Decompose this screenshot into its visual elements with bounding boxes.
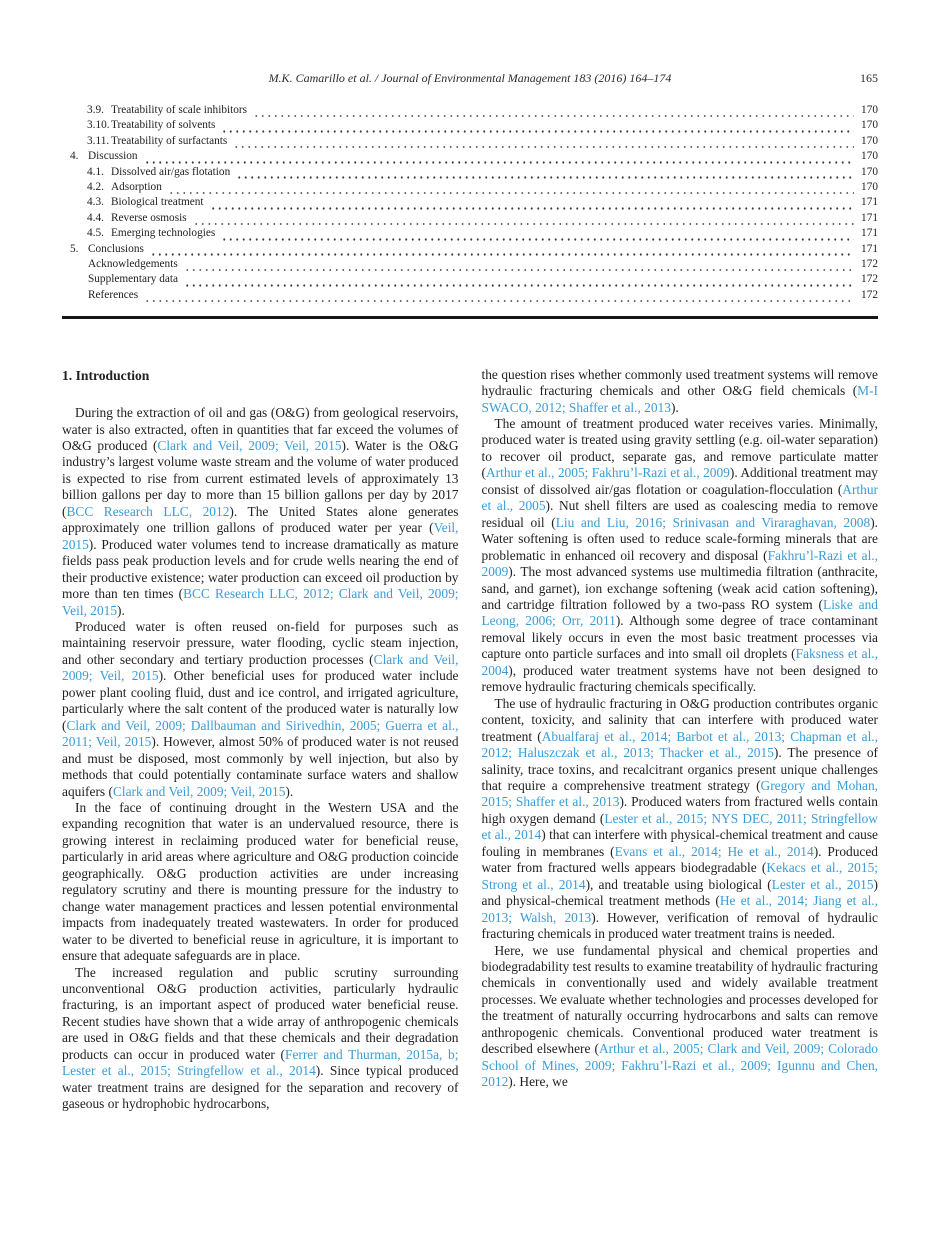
citation-link[interactable]: Arthur et al., 2005; Clark and Veil, 2009; Colorado School of Mines, 2009; Fakhru’l-Razi et al., 2009; Igunnu and Chen, 2012 [481, 1041, 878, 1090]
toc-dot-leader [233, 139, 854, 148]
citation-link[interactable]: He et al., 2014; Jiang et al., 2013; Walsh, 2013 [481, 893, 878, 925]
paragraph-text: ). [285, 783, 294, 799]
paragraph-text: ). Produced water from fractured wells appears biodegradable ( [481, 843, 879, 876]
toc-label: Adsorption [111, 180, 162, 193]
citation-link[interactable]: Liske and Leong, 2006; Orr, 2011 [481, 597, 878, 629]
toc-item[interactable] [62, 119, 878, 134]
paragraph-text: ). Produced waters from fractured wells contain high oxygen demand ( [481, 794, 878, 826]
paragraph-text: ). The presence of salinity, trace toxins, and recalcitrant organics present unique challenges that require a comprehensive treatment strategy ( [481, 745, 878, 793]
citation-link[interactable]: Ferrer and Thurman, 2015a, b; Lester et al., 2015; Stringfellow et al., 2014 [62, 1046, 459, 1079]
paragraph-text: ). However, verification of removal of hydraulic fracturing chemicals in produced water treatment trains is needed. [481, 909, 878, 942]
right-column [482, 367, 879, 1113]
toc-dot-leader [184, 278, 854, 287]
toc-label: Dissolved air/gas flotation [111, 165, 231, 178]
toc-item[interactable] [62, 227, 878, 242]
toc-page-number: 172 [861, 257, 878, 270]
citation-link[interactable]: Lester et al., 2015; NYS DEC, 2011; Stringfellow et al., 2014 [481, 810, 878, 843]
toc-label: Discussion [88, 150, 138, 163]
paragraph-text: ). Additional treatment may consist of dissolved air/gas flotation or coagulation-flocculation ( [481, 465, 878, 497]
toc-dot-leader [150, 247, 854, 256]
citation-link[interactable]: Arthur et al., 2005 [481, 481, 878, 514]
paragraph-text: ) that can interfere with physical-chemical treatment and cause fouling in membranes ( [481, 827, 879, 859]
paragraph-text: ), produced water treatment systems have not been designed to remove hydraulic fracturing chemicals specifically. [481, 662, 878, 695]
citation-link[interactable]: BCC Research LLC, 2012 [66, 503, 230, 519]
citation-link[interactable]: Evans et al., 2014; He et al., 2014 [614, 843, 814, 859]
toc-label: References [88, 288, 139, 301]
citation-link[interactable]: Lester et al., 2015 [771, 876, 874, 892]
paragraph-text: Produced water is often reused on-field for purposes such as maintaining reservoir pressure, water flooding, cyclic steam injection, and other secondary and tertiary production processes ( [62, 619, 459, 667]
toc-dot-leader [193, 216, 854, 225]
paragraph-text: ). Water is the O&G industry’s largest volume waste stream and the volume of water produced is expected to rise from current estimated levels of approximately 13 billion gallons per day to more than 15 billion gallons per day by 2017 ( [62, 438, 459, 519]
toc-dot-leader [144, 155, 854, 164]
citation-link[interactable]: Veil, 2015 [62, 520, 459, 552]
toc-page-number: 170 [861, 119, 878, 132]
toc-page-number: 170 [861, 134, 878, 147]
paragraph-text: In the face of continuing drought in the Western USA and the expanding recognition that water is an undervalued resource, there is growing interest in reclaiming produced water for beneficial reuse, particularly in arid areas where agriculture and O&G production coincide geographically. O&G production activities are under increasing regulatory scrutiny and there is mounting pressure for the industry to change water management practices and lessen potential environmental impacts from inadequately treated wastewaters. In order for produced water to be diverted to beneficial reuse in agriculture, it is important to ensure that adequate safeguards are in place. [62, 800, 459, 964]
citation-link[interactable]: BCC Research LLC, 2012; Clark and Veil, 2009; Veil, 2015 [62, 586, 459, 618]
section-divider [62, 316, 878, 319]
toc-number: 3.9. [87, 104, 104, 116]
toc-number: 4.1. [87, 165, 104, 178]
page-header [62, 0, 878, 87]
paragraph [482, 696, 879, 943]
toc-number: 3.11. [87, 134, 110, 147]
toc-page-number: 171 [861, 211, 878, 224]
paragraph-text: ). Nut shell filters are used as coalescing media to remove residual oil ( [481, 498, 878, 530]
paragraph [482, 943, 879, 1091]
paragraph-text: The use of hydraulic fracturing in O&G production contributes organic content, toxicity, and salinity that can interfere with produced water treatment ( [481, 695, 878, 744]
paragraph-text: ). [670, 399, 679, 415]
citation-link[interactable]: M-I SWACO, 2012; Shaffer et al., 2013 [481, 383, 878, 415]
citation-link[interactable]: Clark and Veil, 2009; Veil, 2015 [112, 783, 286, 799]
toc-number: 4.5. [87, 227, 104, 240]
paragraph-text: ), and treatable using biological ( [585, 876, 772, 892]
toc-dot-leader [221, 124, 854, 133]
citation-link[interactable]: Kekacs et al., 2015; Strong et al., 2014 [481, 860, 878, 892]
paragraph [62, 800, 459, 965]
paragraph-text: During the extraction of oil and gas (O&G) from geological reservoirs, water is also extracted, often in quantities that far exceed the volumes of O&G produced ( [62, 405, 459, 454]
paragraph-text: ). However, almost 50% of produced water is not reused and must be disposed, most commonly by well injection, but also by methods that could potentially contaminate surface waters and shallow aquifers ( [62, 734, 459, 799]
toc-number: 4.2. [87, 180, 104, 193]
toc-dot-leader [221, 232, 854, 241]
toc-label: Acknowledgements [88, 257, 178, 270]
toc-page-number: 171 [861, 227, 878, 240]
citation-link[interactable]: Fakhru’l-Razi et al., 2009 [481, 547, 878, 580]
toc-number: 4.4. [87, 211, 104, 224]
toc-item[interactable] [62, 150, 878, 165]
toc-item[interactable] [62, 273, 878, 288]
toc-item[interactable] [62, 212, 878, 227]
toc-number: 4.3. [87, 196, 104, 209]
toc-number: 5. [70, 242, 79, 255]
toc-page-number: 170 [861, 180, 878, 193]
article-body [62, 367, 878, 1113]
left-column [62, 367, 459, 1113]
toc-dot-leader [210, 201, 854, 210]
toc-page-number: 171 [861, 196, 878, 209]
citation-link[interactable]: Arthur et al., 2005; Fakhru’l-Razi et al., 2009 [485, 465, 730, 481]
page-number: 165 [860, 71, 878, 85]
paragraph-text: ). Water softening is often used to reduce scale-forming minerals that are problematic in enhanced oil recovery and disposal ( [481, 514, 878, 563]
toc-page-number: 171 [861, 242, 878, 255]
toc-label: Reverse osmosis [111, 211, 187, 224]
toc-label: Treatability of scale inhibitors [111, 104, 248, 116]
paragraph-text: ) and physical-chemical treatment methods ( [481, 876, 879, 909]
citation-link[interactable]: Abualfaraj et al., 2014; Barbot et al., 2013; Chapman et al., 2012; Haluszczak et al., 2013; Thacker et al., 2015 [481, 728, 878, 761]
toc-label: Treatability of surfactants [111, 134, 228, 147]
toc-page-number: 172 [861, 273, 878, 286]
citation-link[interactable]: Clark and Veil, 2009; Veil, 2015 [157, 438, 342, 454]
paragraph [482, 367, 879, 416]
citation-link[interactable]: Clark and Veil, 2009; Dallbauman and Sirivedhin, 2005; Guerra et al., 2011; Veil, 2015 [62, 717, 459, 750]
toc-label: Supplementary data [88, 273, 179, 286]
toc-page-number: 170 [861, 165, 878, 178]
toc-dot-leader [168, 185, 854, 194]
toc-number: 4. [70, 150, 79, 163]
paragraph-text: ). The United States alone generates approximately one trillion gallons of produced water per year ( [62, 503, 459, 536]
toc-item[interactable] [62, 243, 878, 258]
paragraph-text: ). Other beneficial uses for produced water include power plant cooling fluid, dust and ice control, and irrigated agriculture, particularly where the salt content of the produced water is naturally low ( [62, 668, 459, 733]
running-head: M.K. Camarillo et al. / Journal of Environmental Management 183 (2016) 164–174 [268, 71, 672, 85]
toc-number: 3.10. [87, 119, 110, 132]
toc-item[interactable] [62, 104, 878, 119]
toc-page-number: 170 [861, 104, 878, 116]
toc-item[interactable] [62, 196, 878, 211]
toc-item[interactable] [62, 289, 878, 304]
paragraph [62, 619, 459, 800]
section-heading: 1. Introduction [62, 367, 150, 383]
page-content [62, 0, 878, 1113]
paragraph-text: The amount of treatment produced water receives varies. Minimally, produced water is treated using gravity settling (e.g. oil-water separation) to recover oil product, separate gas, and remove particulate matter ( [481, 416, 878, 481]
table-of-contents [62, 104, 878, 304]
toc-item[interactable] [62, 135, 878, 150]
citation-link[interactable]: Gregory and Mohan, 2015; Shaffer et al., 2013 [481, 778, 878, 810]
toc-dot-leader [253, 108, 854, 117]
toc-label: Conclusions [88, 242, 144, 255]
paragraph [482, 416, 879, 696]
toc-item[interactable] [62, 181, 878, 196]
toc-page-number: 172 [861, 288, 878, 301]
citation-link[interactable]: Clark and Veil, 2009; Veil, 2015 [62, 651, 459, 684]
toc-label: Emerging technologies [111, 227, 216, 240]
toc-page-number: 170 [861, 150, 878, 163]
toc-item[interactable] [62, 258, 878, 273]
paragraph [62, 965, 459, 1113]
paragraph-text: ). Although some degree of trace contaminant removal likely occurs in even the most basic treatment processes via capture onto particle surfaces and into small oil droplets ( [481, 613, 878, 662]
toc-label: Treatability of solvents [111, 119, 216, 132]
paragraph-text: ). Produced water volumes tend to increase dramatically as mature fields pass peak production levels and for crude wells nearing the end of their productive existence; water production can exceed oil production by more than ten times ( [62, 536, 459, 602]
paragraph-text: ). The most advanced systems use multimedia filtration (anthracite, sand, and garnet), ion exchange softening (weak acid cation softening), and cartridge filtration followed by a two-pass RO system ( [481, 564, 878, 613]
paragraph [62, 405, 459, 619]
paragraph-text: the question rises whether commonly used treatment systems will remove hydraulic fracturing chemicals and other O&G field chemicals ( [481, 366, 878, 399]
toc-label: Biological treatment [111, 196, 204, 209]
paragraph-text: ). Since typical produced water treatment trains are designed for the separation and recovery of gaseous or hydrophobic hydrocarbons, [62, 1063, 459, 1112]
paragraph-text: ). [117, 602, 125, 618]
toc-dot-leader [236, 170, 854, 179]
toc-item[interactable] [62, 166, 878, 181]
paragraph-text: ). Here, we [508, 1074, 568, 1090]
citation-link[interactable]: Liu and Liu, 2016; Srinivasan and Viraraghavan, 2008 [555, 514, 871, 530]
toc-dot-leader [144, 293, 854, 302]
paragraph-text: The increased regulation and public scrutiny surrounding unconventional O&G production activities, particularly hydraulic fracturing, is an important aspect of produced water beneficial reuse. Recent studies have shown that a wide array of anthropogenic chemicals are used in O&G fields and that these chemicals and their degradation products can occur in produced water ( [62, 964, 459, 1062]
toc-dot-leader [184, 262, 854, 271]
citation-link[interactable]: Faksness et al., 2004 [481, 646, 879, 678]
paragraph-text: Here, we use fundamental physical and chemical properties and biodegradability test results to examine treatability of hydraulic fracturing chemicals in conventionally used and widely available treatment processes. We evaluate whether technologies and processes developed for the treatment of naturally occurring hydrocarbons and salts can remove anthropogenic chemicals. Conventional produced water treatment is described elsewhere ( [481, 942, 878, 1057]
